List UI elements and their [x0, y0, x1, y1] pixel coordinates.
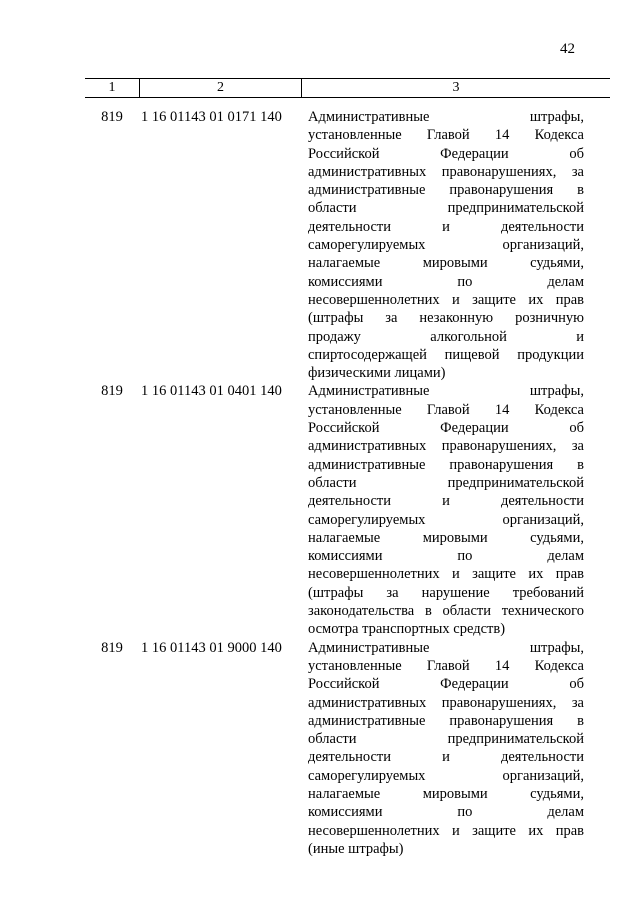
description-word: 14	[494, 127, 510, 144]
description-word: мировыми	[422, 255, 488, 272]
description-word: установленные	[308, 401, 402, 418]
description-word: Главой	[426, 127, 470, 144]
description-word: и	[576, 328, 584, 345]
description-word: несовершеннолетних	[308, 566, 440, 583]
description-word: за	[571, 163, 584, 180]
table-body	[85, 108, 610, 858]
description-word: продукции	[517, 346, 584, 363]
description-line	[308, 437, 584, 455]
description-line	[308, 419, 584, 437]
description-word: налагаемые	[308, 529, 381, 546]
page-number: 42	[560, 41, 575, 57]
budget-code-cell: 1 16 01143 01 0401 140	[141, 383, 282, 400]
description-line	[308, 346, 584, 364]
description-word: Административные	[308, 109, 430, 125]
description-word: области	[308, 731, 357, 748]
description-word: предпринимательской	[447, 200, 584, 217]
description-word: их	[528, 822, 544, 839]
description-word: области	[308, 200, 357, 217]
description-word: комиссиями	[308, 548, 383, 565]
description-word: установленные	[308, 657, 402, 674]
description-word: нарушение	[421, 584, 490, 601]
description-word: саморегулируемых	[308, 767, 426, 784]
description-word: технического	[501, 603, 584, 620]
description-line	[308, 273, 584, 291]
description-word: деятельности	[308, 493, 392, 510]
description-line	[308, 291, 584, 309]
description-line	[308, 163, 584, 181]
description-word: осмотра транспортных средств)	[308, 621, 506, 638]
description-word: и	[442, 749, 450, 766]
description-word: деятельности	[500, 749, 584, 766]
description-line	[308, 584, 584, 602]
description-word: Федерации	[440, 145, 509, 162]
description-cell	[304, 382, 584, 638]
description-word: спиртосодержащей	[308, 346, 427, 363]
description-word: мировыми	[422, 785, 488, 802]
description-line	[308, 785, 584, 803]
description-word: за	[571, 694, 584, 711]
description-word: административные	[308, 712, 426, 729]
description-word: об	[569, 145, 584, 162]
budget-code-cell: 1 16 01143 01 9000 140	[141, 639, 282, 656]
description-line	[308, 547, 584, 565]
description-word: административных	[308, 694, 427, 711]
table-row	[85, 382, 610, 638]
description-line	[308, 126, 584, 144]
description-word: прав	[555, 566, 584, 583]
description-line	[308, 748, 584, 766]
description-word: (иные штрафы)	[308, 840, 404, 857]
description-line	[308, 401, 584, 419]
description-word: Российской	[308, 676, 380, 693]
description-word: деятельности	[308, 218, 392, 235]
description-word: налагаемые	[308, 785, 381, 802]
header-col-3: 3	[302, 79, 611, 98]
description-word: делам	[547, 804, 584, 821]
description-word: по	[457, 548, 473, 565]
description-word: административные	[308, 456, 426, 473]
description-word: правонарушения	[449, 712, 554, 729]
description-word: Кодекса	[534, 127, 584, 144]
description-line	[308, 199, 584, 217]
description-word: защите	[472, 822, 516, 839]
description-word: и	[452, 822, 460, 839]
header-col-2: 2	[140, 79, 302, 98]
description-word: и	[442, 218, 450, 235]
description-word: розничную	[515, 310, 584, 327]
description-line	[308, 712, 584, 730]
description-word: деятельности	[308, 749, 392, 766]
description-word: Федерации	[440, 420, 509, 437]
description-word: Кодекса	[534, 657, 584, 674]
description-line	[308, 218, 584, 236]
description-word: Федерации	[440, 676, 509, 693]
description-word: правонарушениях,	[441, 163, 557, 180]
description-word: саморегулируемых	[308, 511, 426, 528]
description-word: в	[424, 603, 432, 620]
description-word: и	[452, 291, 460, 308]
admin-code-cell: 819	[101, 109, 123, 125]
description-word: Российской	[308, 420, 380, 437]
description-word: предпринимательской	[447, 731, 584, 748]
description-word: их	[528, 566, 544, 583]
description-word: Административные	[308, 383, 430, 400]
description-word: штрафы,	[529, 639, 584, 656]
description-word: организаций,	[502, 237, 584, 254]
description-word: защите	[472, 566, 516, 583]
description-cell	[304, 639, 584, 859]
description-word: области	[308, 474, 357, 491]
description-word: организаций,	[502, 511, 584, 528]
description-line	[308, 620, 584, 638]
description-line	[308, 328, 584, 346]
description-word: (штрафы	[308, 310, 364, 327]
description-word: продажу	[308, 328, 361, 345]
description-line	[308, 309, 584, 327]
description-word: физическими лицами)	[308, 365, 446, 382]
description-word: незаконную	[419, 310, 494, 327]
description-word: Российской	[308, 145, 380, 162]
description-line	[308, 511, 584, 529]
description-line	[308, 382, 584, 400]
description-word: по	[457, 804, 473, 821]
admin-code-cell: 819	[101, 383, 123, 400]
table-header	[85, 78, 610, 98]
description-word: в	[577, 182, 584, 199]
description-word: и	[442, 493, 450, 510]
description-word: в	[577, 712, 584, 729]
description-word: делам	[547, 273, 584, 290]
description-word: установленные	[308, 127, 402, 144]
description-word: об	[569, 676, 584, 693]
description-word: правонарушения	[449, 182, 554, 199]
description-word: комиссиями	[308, 804, 383, 821]
header-col-1: 1	[85, 79, 140, 98]
description-line	[308, 474, 584, 492]
description-word: по	[457, 273, 473, 290]
description-line	[308, 639, 584, 657]
description-word: в	[577, 456, 584, 473]
description-word: алкогольной	[430, 328, 507, 345]
description-line	[308, 529, 584, 547]
description-line	[308, 565, 584, 583]
description-word: прав	[555, 822, 584, 839]
description-word: делам	[547, 548, 584, 565]
description-line	[308, 236, 584, 254]
table-row	[85, 108, 610, 382]
description-word: судьями,	[530, 255, 584, 272]
description-line	[308, 602, 584, 620]
description-word: деятельности	[500, 493, 584, 510]
description-line	[308, 694, 584, 712]
description-word: прав	[555, 291, 584, 308]
description-word: штрафы,	[529, 109, 584, 125]
description-word: законодательства	[308, 603, 415, 620]
description-word: правонарушениях,	[441, 438, 557, 455]
description-word: саморегулируемых	[308, 237, 426, 254]
description-word: административные	[308, 182, 426, 199]
description-line	[308, 803, 584, 821]
description-line	[308, 364, 584, 382]
description-word: за	[385, 310, 398, 327]
admin-code-cell: 819	[101, 639, 123, 656]
description-word: налагаемые	[308, 255, 381, 272]
description-word: административных	[308, 163, 427, 180]
description-word: судьями,	[530, 529, 584, 546]
description-word: об	[569, 420, 584, 437]
description-line	[308, 840, 584, 858]
description-word: Главой	[426, 401, 470, 418]
description-line	[308, 145, 584, 163]
description-line	[308, 254, 584, 272]
description-line	[308, 730, 584, 748]
description-line	[308, 822, 584, 840]
description-word: правонарушения	[449, 456, 554, 473]
description-word: предпринимательской	[447, 474, 584, 491]
description-word: Главой	[426, 657, 470, 674]
description-word: комиссиями	[308, 273, 383, 290]
description-line	[308, 108, 584, 126]
description-word: требований	[512, 584, 584, 601]
description-word: защите	[472, 291, 516, 308]
description-word: организаций,	[502, 767, 584, 784]
description-word: штрафы,	[529, 383, 584, 400]
description-word: деятельности	[500, 218, 584, 235]
description-line	[308, 767, 584, 785]
description-word: судьями,	[530, 785, 584, 802]
description-word: правонарушениях,	[441, 694, 557, 711]
description-word: мировыми	[422, 529, 488, 546]
description-word: несовершеннолетних	[308, 822, 440, 839]
description-word: их	[528, 291, 544, 308]
table-row	[85, 639, 610, 859]
description-word: 14	[494, 401, 510, 418]
description-word: несовершеннолетних	[308, 291, 440, 308]
description-line	[308, 456, 584, 474]
description-word: за	[386, 584, 399, 601]
description-line	[308, 181, 584, 199]
description-word: области	[442, 603, 491, 620]
description-word: пищевой	[444, 346, 500, 363]
description-word: 14	[494, 657, 510, 674]
description-word: (штрафы	[308, 584, 364, 601]
description-word: и	[452, 566, 460, 583]
description-cell	[304, 108, 584, 382]
description-word: Административные	[308, 639, 430, 656]
description-line	[308, 657, 584, 675]
description-word: за	[571, 438, 584, 455]
description-line	[308, 675, 584, 693]
budget-code-cell: 1 16 01143 01 0171 140	[141, 109, 282, 125]
description-word: Кодекса	[534, 401, 584, 418]
description-line	[308, 492, 584, 510]
description-word: административных	[308, 438, 427, 455]
